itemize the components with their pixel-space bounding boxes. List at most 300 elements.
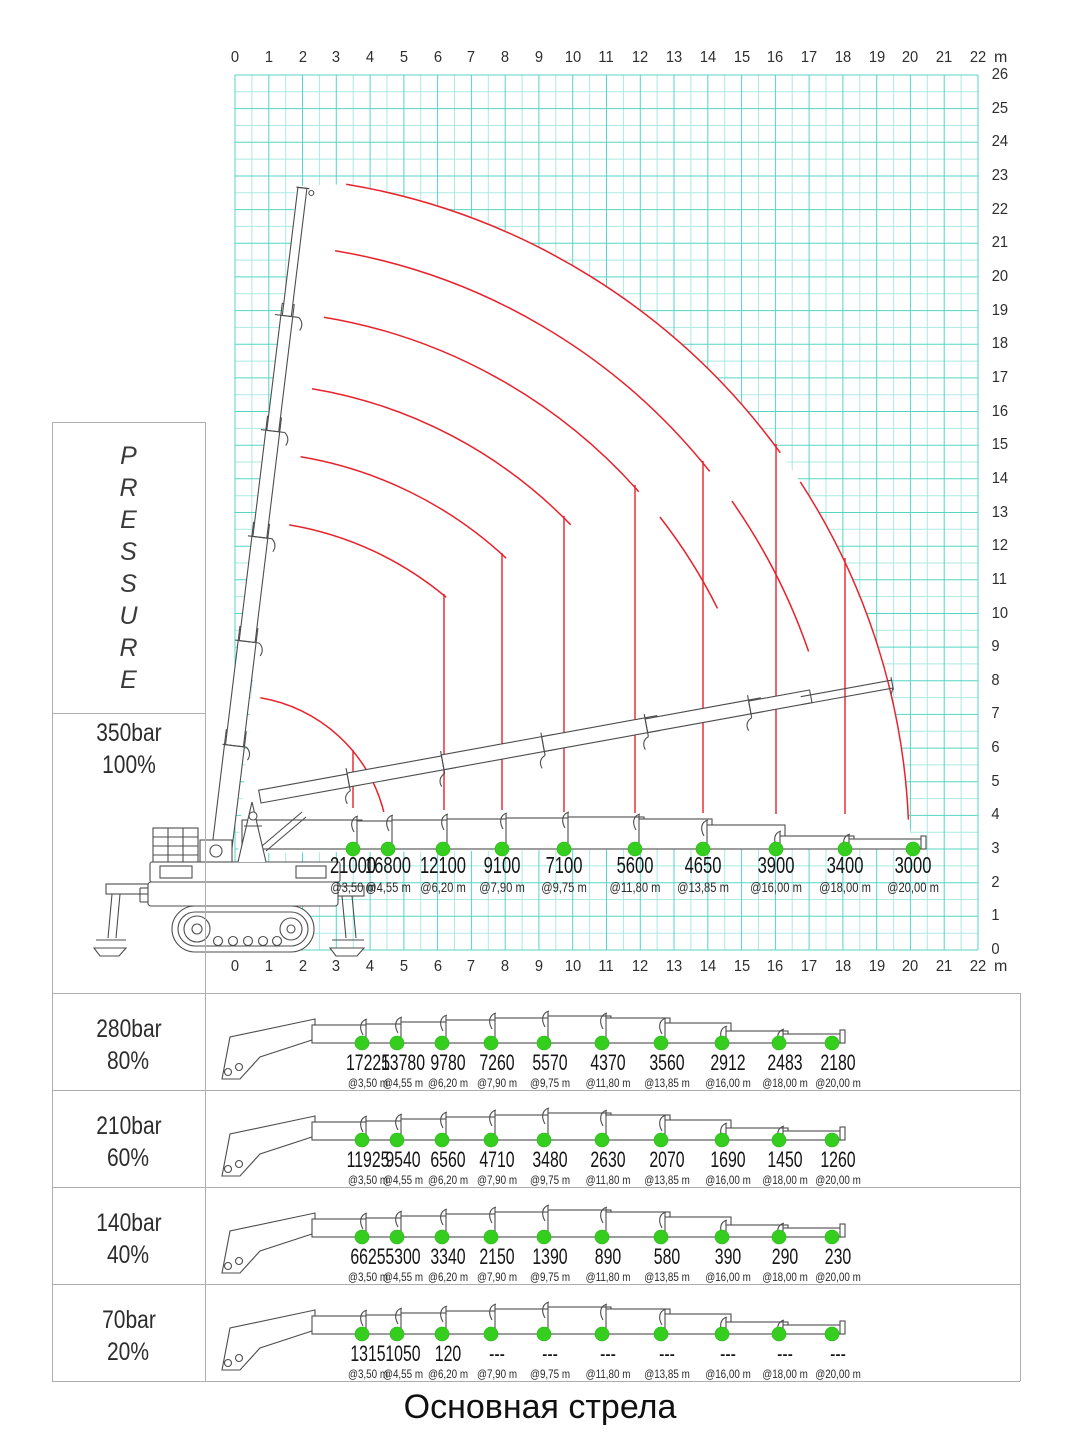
capacity-dot bbox=[654, 1230, 668, 1244]
load-value: 1450 bbox=[767, 1147, 803, 1172]
x-axis-tick: 7 bbox=[467, 958, 476, 975]
capacity-dot bbox=[355, 1036, 369, 1050]
capacity-dot bbox=[355, 1327, 369, 1341]
load-value: 5300 bbox=[385, 1244, 421, 1269]
load-point-label bbox=[704, 1147, 753, 1173]
load-value: 1315 bbox=[350, 1341, 386, 1366]
load-value: 290 bbox=[771, 1244, 799, 1269]
load-value: 120 bbox=[434, 1341, 462, 1366]
y-axis-tick: 13 bbox=[991, 503, 1009, 521]
x-axis-tick: 17 bbox=[800, 958, 818, 975]
panel-divider bbox=[205, 422, 206, 1381]
load-point-label bbox=[717, 1341, 739, 1367]
load-radius-text: @18,00 m bbox=[762, 1270, 808, 1284]
capacity-dot bbox=[772, 1230, 786, 1244]
load-point-label bbox=[820, 1244, 857, 1270]
load-value: 4370 bbox=[590, 1050, 626, 1075]
capacity-dot bbox=[772, 1133, 786, 1147]
load-radius-text: @9,75 m bbox=[529, 1173, 571, 1187]
pressure-letter: S bbox=[120, 537, 137, 566]
x-axis-tick: 6 bbox=[433, 958, 442, 975]
pressure-panel bbox=[52, 422, 205, 713]
y-axis-tick: 22 bbox=[991, 200, 1009, 218]
capacity-dot bbox=[537, 1133, 551, 1147]
y-axis-tick: 11 bbox=[991, 570, 1007, 588]
row-percent-label-text: 60% bbox=[107, 1144, 150, 1172]
load-radius-text: @9,75 m bbox=[541, 879, 587, 895]
load-value: 3480 bbox=[532, 1147, 568, 1172]
y-axis-tick: 4 bbox=[991, 806, 1000, 824]
load-radius-text: @9,75 m bbox=[529, 1076, 571, 1090]
load-value: 2630 bbox=[590, 1147, 626, 1172]
capacity-dot bbox=[355, 1133, 369, 1147]
load-radius-text: @7,90 m bbox=[476, 1270, 518, 1284]
capacity-dot bbox=[484, 1230, 498, 1244]
load-radius-text: @3,50 m bbox=[347, 1270, 389, 1284]
load-radius-text: @13,85 m bbox=[644, 1367, 690, 1381]
envelope-fill bbox=[238, 184, 913, 853]
load-value: 6625 bbox=[350, 1244, 386, 1269]
y-axis-tick: 23 bbox=[991, 167, 1009, 185]
load-point-label bbox=[526, 1147, 575, 1173]
load-value: 1260 bbox=[820, 1147, 856, 1172]
load-radius-text: @18,00 m bbox=[762, 1076, 808, 1090]
load-radius bbox=[473, 879, 530, 897]
x-axis-tick: 15 bbox=[733, 49, 750, 66]
load-point-label bbox=[424, 1050, 473, 1076]
load-point-label bbox=[643, 1147, 692, 1173]
x-axis-tick: 14 bbox=[699, 958, 716, 975]
load-value: 3400 bbox=[826, 852, 864, 878]
y-axis-tick: 20 bbox=[991, 268, 1009, 285]
x-axis-tick: 3 bbox=[332, 49, 341, 66]
capacity-dot bbox=[537, 1230, 551, 1244]
load-point-label bbox=[590, 1244, 627, 1270]
panel-divider bbox=[52, 1381, 1020, 1382]
load-point-label bbox=[584, 1050, 633, 1076]
load-point-label bbox=[643, 1050, 692, 1076]
load-radius-text: @6,20 m bbox=[420, 879, 466, 895]
capacity-dot bbox=[435, 1327, 449, 1341]
x-axis-tick: 21 bbox=[935, 958, 953, 975]
capacity-dot bbox=[390, 1036, 404, 1050]
load-radius-text: @6,20 m bbox=[427, 1367, 469, 1381]
load-radius-text: @6,20 m bbox=[427, 1173, 469, 1187]
load-radius-text: @6,20 m bbox=[427, 1270, 469, 1284]
load-radius-text: @4,55 m bbox=[382, 1270, 424, 1284]
load-value: 390 bbox=[714, 1244, 742, 1269]
load-value: 2180 bbox=[820, 1050, 856, 1075]
load-point-label bbox=[473, 1050, 522, 1076]
x-axis-tick: 16 bbox=[767, 49, 784, 66]
load-radius-text: @3,50 m bbox=[347, 1173, 389, 1187]
x-axis-tick: 15 bbox=[733, 958, 750, 975]
pressure-letter: R bbox=[119, 633, 138, 662]
load-point-label bbox=[704, 1050, 753, 1076]
load-radius-text: @9,75 m bbox=[529, 1270, 571, 1284]
capacity-dot bbox=[654, 1133, 668, 1147]
x-axis-tick: 7 bbox=[467, 49, 476, 66]
load-value: 1390 bbox=[532, 1244, 568, 1269]
capacity-dot bbox=[772, 1327, 786, 1341]
main-pressure-label bbox=[52, 717, 205, 749]
panel-divider bbox=[52, 422, 205, 423]
row-pressure-label bbox=[52, 1207, 205, 1239]
load-value: 4710 bbox=[479, 1147, 515, 1172]
load-value: 12100 bbox=[419, 852, 467, 878]
load-point-label bbox=[473, 1244, 522, 1270]
load-value: --- bbox=[542, 1341, 558, 1366]
row-pressure-label-text: 70bar bbox=[101, 1306, 156, 1334]
load-radius-text: @18,00 m bbox=[819, 879, 871, 895]
load-radius bbox=[359, 879, 416, 897]
load-radius bbox=[414, 879, 471, 897]
x-axis-tick: 12 bbox=[632, 958, 649, 975]
load-value: --- bbox=[777, 1341, 793, 1366]
row-percent-label-text: 40% bbox=[107, 1241, 150, 1269]
row-pressure-label bbox=[52, 1013, 205, 1045]
load-radius-text: @13,85 m bbox=[677, 879, 729, 895]
x-axis-tick: 0 bbox=[230, 958, 240, 975]
x-axis-tick: 6 bbox=[433, 49, 442, 66]
x-axis-tick: 5 bbox=[399, 49, 408, 66]
x-axis-tick: 18 bbox=[834, 49, 852, 66]
load-point-label bbox=[761, 1050, 810, 1076]
load-point-label bbox=[827, 1341, 849, 1367]
x-axis-tick: 22 bbox=[969, 958, 987, 975]
x-axis-tick: 11 bbox=[598, 958, 615, 975]
row-percent-label-text: 20% bbox=[107, 1338, 150, 1366]
load-value: 2483 bbox=[767, 1050, 803, 1075]
capacity-dot bbox=[825, 1133, 839, 1147]
load-point-label bbox=[473, 1147, 522, 1173]
panel-divider bbox=[1020, 993, 1021, 1381]
x-axis-tick: 11 bbox=[598, 49, 615, 66]
capacity-dot bbox=[715, 1133, 729, 1147]
load-value: 13780 bbox=[380, 1050, 426, 1075]
load-value: --- bbox=[720, 1341, 736, 1366]
load-point-label bbox=[609, 852, 660, 879]
load-point-label bbox=[761, 1147, 810, 1173]
capacity-dot bbox=[595, 1133, 609, 1147]
load-radius-text: @13,85 m bbox=[644, 1076, 690, 1090]
pressure-letter: E bbox=[120, 665, 137, 694]
pressure-bar-label: 350bar bbox=[95, 719, 162, 747]
load-value: 580 bbox=[653, 1244, 681, 1269]
y-axis-tick: 12 bbox=[991, 537, 1009, 555]
load-value: 6560 bbox=[430, 1147, 466, 1172]
load-value: 11925 bbox=[346, 1147, 390, 1172]
row-pressure-label bbox=[52, 1110, 205, 1142]
load-radius-text: @4,55 m bbox=[365, 879, 411, 895]
load-value: 17225 bbox=[345, 1050, 391, 1075]
load-point-label bbox=[750, 852, 801, 879]
load-radius-text: @16,00 m bbox=[750, 879, 802, 895]
capacity-dot bbox=[435, 1230, 449, 1244]
y-axis-tick: 2 bbox=[991, 873, 1000, 891]
load-point-label bbox=[526, 1244, 575, 1270]
y-axis-tick: 1 bbox=[991, 907, 1000, 925]
load-point-label bbox=[649, 1244, 686, 1270]
row-pressure-label-text: 210bar bbox=[95, 1112, 162, 1140]
x-axis-unit-bottom: m bbox=[994, 958, 1008, 975]
capacity-dot bbox=[595, 1036, 609, 1050]
y-axis-tick: 24 bbox=[991, 133, 1009, 151]
load-radius-text: @11,80 m bbox=[585, 1367, 631, 1381]
y-axis-tick: 17 bbox=[991, 368, 1009, 386]
capacity-dot bbox=[825, 1036, 839, 1050]
x-axis-tick: 8 bbox=[501, 958, 510, 975]
capacity-dot bbox=[715, 1036, 729, 1050]
load-radius-text: @16,00 m bbox=[705, 1270, 751, 1284]
load-point-label bbox=[767, 1244, 804, 1270]
load-point-label bbox=[538, 852, 589, 879]
load-radius-text: @4,55 m bbox=[382, 1076, 424, 1090]
y-axis-tick: 3 bbox=[991, 840, 1000, 858]
load-point-label bbox=[476, 852, 527, 879]
load-value: 1050 bbox=[385, 1341, 421, 1366]
x-axis-tick: 16 bbox=[767, 958, 784, 975]
load-point-label bbox=[486, 1341, 508, 1367]
main-percent-label bbox=[52, 749, 205, 781]
load-radius-text: @16,00 m bbox=[705, 1076, 751, 1090]
load-value: 3000 bbox=[894, 852, 932, 878]
row-percent-label bbox=[52, 1045, 205, 1077]
capacity-dot bbox=[390, 1327, 404, 1341]
load-value: 9540 bbox=[385, 1147, 421, 1172]
load-value: 5600 bbox=[616, 852, 654, 878]
load-radius-text: @20,00 m bbox=[887, 879, 939, 895]
load-radius-text: @7,90 m bbox=[476, 1367, 518, 1381]
load-value: 2070 bbox=[649, 1147, 685, 1172]
load-value: 21000 bbox=[329, 852, 377, 878]
capacity-dot bbox=[484, 1036, 498, 1050]
load-point-label bbox=[814, 1050, 863, 1076]
load-radius-text: @18,00 m bbox=[762, 1367, 808, 1381]
y-axis-tick: 14 bbox=[991, 469, 1009, 487]
y-axis-tick: 8 bbox=[991, 671, 1000, 689]
capacity-dot bbox=[715, 1230, 729, 1244]
pressure-letter: P bbox=[120, 441, 137, 470]
x-axis-tick: 4 bbox=[365, 958, 375, 975]
capacity-dot bbox=[355, 1230, 369, 1244]
load-radius-text: @20,00 m bbox=[815, 1173, 861, 1187]
load-radius-text: @11,80 m bbox=[585, 1076, 631, 1090]
load-value: 230 bbox=[824, 1244, 852, 1269]
y-axis-tick: 18 bbox=[991, 335, 1009, 353]
capacity-dot bbox=[825, 1230, 839, 1244]
load-value: 3340 bbox=[430, 1244, 466, 1269]
load-value: --- bbox=[489, 1341, 505, 1366]
x-axis-tick: 10 bbox=[564, 49, 581, 66]
x-axis-tick: 2 bbox=[298, 958, 307, 975]
y-axis-tick: 19 bbox=[991, 301, 1009, 319]
capacity-dot bbox=[390, 1133, 404, 1147]
load-radius-text: @20,00 m bbox=[815, 1367, 861, 1381]
row-pressure-label-text: 280bar bbox=[95, 1015, 162, 1043]
panel-divider bbox=[52, 713, 205, 714]
load-radius-text: @6,20 m bbox=[427, 1076, 469, 1090]
load-radius-text: @11,80 m bbox=[585, 1270, 631, 1284]
x-axis-tick: 19 bbox=[868, 49, 885, 66]
pressure-letter: E bbox=[120, 505, 137, 534]
load-point-label bbox=[379, 1147, 428, 1173]
load-value: 9100 bbox=[483, 852, 521, 878]
x-axis-tick: 2 bbox=[298, 49, 307, 66]
load-radius bbox=[535, 879, 592, 897]
capacity-dot bbox=[390, 1230, 404, 1244]
x-axis-tick: 10 bbox=[564, 958, 581, 975]
load-radius-text: @3,50 m bbox=[330, 879, 376, 895]
load-point-label bbox=[887, 852, 938, 879]
load-point-label bbox=[430, 1341, 467, 1367]
load-radius bbox=[744, 879, 809, 897]
load-point-label bbox=[411, 852, 475, 879]
y-axis-tick: 21 bbox=[991, 234, 1009, 252]
load-radius bbox=[881, 879, 946, 897]
load-value: 890 bbox=[594, 1244, 622, 1269]
load-value: 9780 bbox=[430, 1050, 466, 1075]
load-point-label bbox=[379, 1244, 428, 1270]
load-radius-text: @7,90 m bbox=[476, 1173, 518, 1187]
load-point-label bbox=[526, 1050, 575, 1076]
x-axis-tick: 18 bbox=[834, 958, 852, 975]
capacity-dot bbox=[654, 1036, 668, 1050]
x-axis-tick: 4 bbox=[365, 49, 375, 66]
pressure-letter: U bbox=[119, 601, 138, 630]
y-axis-tick: 7 bbox=[991, 705, 1000, 723]
load-value: 16800 bbox=[364, 852, 412, 878]
x-axis-tick: 1 bbox=[264, 958, 273, 975]
row-percent-label bbox=[52, 1142, 205, 1174]
load-value: 1690 bbox=[710, 1147, 746, 1172]
load-point-label bbox=[710, 1244, 747, 1270]
y-axis-tick: 26 bbox=[991, 66, 1009, 84]
panel-divider bbox=[52, 993, 1020, 994]
pressure-letter: R bbox=[119, 473, 138, 502]
load-radius bbox=[813, 879, 878, 897]
x-axis-tick: 0 bbox=[230, 49, 240, 66]
load-value: --- bbox=[830, 1341, 846, 1366]
load-point-label bbox=[814, 1147, 863, 1173]
load-radius-text: @11,80 m bbox=[609, 879, 661, 895]
y-axis-tick: 5 bbox=[991, 772, 1000, 790]
capacity-dot bbox=[537, 1327, 551, 1341]
row-pressure-label bbox=[52, 1304, 205, 1336]
load-radius-text: @9,75 m bbox=[529, 1367, 571, 1381]
x-axis-tick: 3 bbox=[332, 958, 341, 975]
x-axis-tick: 22 bbox=[969, 49, 987, 66]
load-radius-text: @7,90 m bbox=[476, 1076, 518, 1090]
panel-divider bbox=[52, 1284, 1020, 1285]
load-value: 2912 bbox=[710, 1050, 746, 1075]
x-axis-tick: 20 bbox=[902, 49, 919, 66]
y-axis-tick: 25 bbox=[991, 99, 1009, 117]
load-radius-text: @18,00 m bbox=[762, 1173, 808, 1187]
capacity-dot bbox=[435, 1036, 449, 1050]
row-percent-label bbox=[52, 1239, 205, 1271]
capacity-dot bbox=[537, 1036, 551, 1050]
x-axis-tick: 19 bbox=[868, 958, 885, 975]
capacity-dot bbox=[595, 1230, 609, 1244]
y-axis-tick: 9 bbox=[991, 638, 1000, 656]
panel-divider bbox=[52, 1090, 1020, 1091]
load-value: --- bbox=[659, 1341, 675, 1366]
load-radius-text: @7,90 m bbox=[479, 879, 525, 895]
load-value: --- bbox=[600, 1341, 616, 1366]
y-axis-tick: 15 bbox=[991, 436, 1009, 454]
load-value: 4650 bbox=[684, 852, 722, 878]
load-radius-text: @20,00 m bbox=[815, 1076, 861, 1090]
load-radius-text: @4,55 m bbox=[382, 1173, 424, 1187]
load-point-label bbox=[424, 1147, 473, 1173]
x-axis-tick: 1 bbox=[264, 49, 273, 66]
load-radius-text: @3,50 m bbox=[347, 1076, 389, 1090]
x-axis-tick: 9 bbox=[534, 49, 544, 66]
load-radius-text: @16,00 m bbox=[705, 1173, 751, 1187]
load-radius-text: @20,00 m bbox=[815, 1270, 861, 1284]
load-radius-text: @13,85 m bbox=[644, 1173, 690, 1187]
load-point-label bbox=[819, 852, 870, 879]
load-value: 7260 bbox=[479, 1050, 515, 1075]
load-point-label bbox=[379, 1341, 428, 1367]
load-point-label bbox=[656, 1341, 678, 1367]
load-point-label bbox=[539, 1341, 561, 1367]
y-axis-tick: 0 bbox=[991, 941, 1000, 958]
panel-divider bbox=[52, 422, 53, 1381]
load-value: 7100 bbox=[545, 852, 583, 878]
page-title: Основная стрела bbox=[403, 1388, 677, 1426]
x-axis-unit-top: m bbox=[994, 49, 1008, 66]
row-percent-label bbox=[52, 1336, 205, 1368]
x-axis-tick: 8 bbox=[501, 49, 510, 66]
row-pressure-label-text: 140bar bbox=[95, 1209, 162, 1237]
x-axis-tick: 13 bbox=[665, 958, 683, 975]
load-point-label bbox=[774, 1341, 796, 1367]
capacity-dot bbox=[825, 1327, 839, 1341]
load-radius bbox=[603, 879, 667, 897]
capacity-dot bbox=[484, 1327, 498, 1341]
x-axis-tick: 14 bbox=[699, 49, 716, 66]
load-radius-text: @11,80 m bbox=[585, 1173, 631, 1187]
load-radius-text: @13,85 m bbox=[644, 1270, 690, 1284]
load-point-label bbox=[584, 1147, 633, 1173]
pressure-percent-label: 100% bbox=[101, 751, 156, 779]
row-percent-label-text: 80% bbox=[107, 1047, 150, 1075]
pressure-letter: S bbox=[120, 569, 137, 598]
capacity-dot bbox=[435, 1133, 449, 1147]
load-point-label bbox=[424, 1244, 473, 1270]
y-axis-tick: 6 bbox=[991, 739, 1000, 757]
panel-divider bbox=[52, 1187, 1020, 1188]
capacity-dot bbox=[595, 1327, 609, 1341]
load-value: 3900 bbox=[757, 852, 795, 878]
x-axis-tick: 20 bbox=[902, 958, 919, 975]
x-axis-tick: 12 bbox=[632, 49, 649, 66]
x-axis-tick: 13 bbox=[665, 49, 683, 66]
load-point-label bbox=[597, 1341, 619, 1367]
x-axis-tick: 9 bbox=[534, 958, 544, 975]
load-radius-text: @4,55 m bbox=[382, 1367, 424, 1381]
capacity-dot bbox=[772, 1036, 786, 1050]
load-value: 3560 bbox=[649, 1050, 685, 1075]
load-radius-text: @3,50 m bbox=[347, 1367, 389, 1381]
load-value: 5570 bbox=[532, 1050, 568, 1075]
load-radius-text: @16,00 m bbox=[705, 1367, 751, 1381]
load-point-label bbox=[677, 852, 728, 879]
load-value: 2150 bbox=[479, 1244, 515, 1269]
x-axis-tick: 21 bbox=[935, 49, 953, 66]
